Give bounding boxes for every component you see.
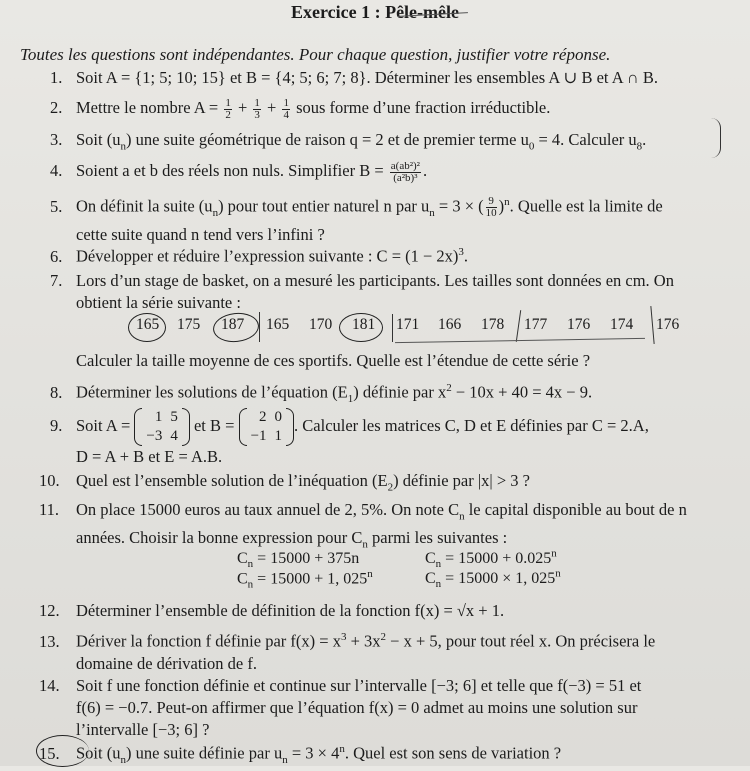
superscript: 3 <box>458 246 464 258</box>
question-text: ) <box>498 196 505 216</box>
handwritten-stroke <box>259 312 260 342</box>
question-text: . Quelle est la limite de <box>509 196 663 216</box>
fraction-half: $\frac{1}{2}$ <box>225 96 231 121</box>
subscript: 2 <box>387 481 394 494</box>
question-text: On place 15000 euros au taux annuel de 2, 5%. On note C <box>76 500 460 519</box>
question-text: Mettre le nombre A = <box>76 98 223 117</box>
question-13 <box>39 626 735 675</box>
subscript: 1 <box>347 392 354 405</box>
fraction-quarter: $\frac{1}{4}$ <box>283 96 289 121</box>
question-text-line2: f(6) = −0.7. Peut-on affirmer que l’équation f(x) = 0 admet au moins une solution sur <box>76 698 638 717</box>
question-number: 5. <box>50 196 63 216</box>
series-value: 170 <box>309 316 333 333</box>
question-text-line3: l’intervalle [−3; 6] ? <box>76 720 210 739</box>
question-7 <box>50 270 735 314</box>
question-text: Déterminer les solutions de l’équation (E <box>76 382 348 402</box>
choice-option[interactable]: $C_n = 15000 + 1$, 025$^n$ <box>237 568 373 591</box>
superscript: 3 <box>340 631 347 643</box>
question-text: et B = <box>189 415 239 435</box>
question-number: 7. <box>50 271 63 290</box>
subscript: 8 <box>636 140 643 153</box>
question-text: = 3 × ( <box>434 196 484 216</box>
matrix-b: 2 0 −1 1 <box>239 408 294 446</box>
question-text-line2: parmi les suivantes : <box>367 528 508 548</box>
question-number: 4. <box>50 161 63 180</box>
handwritten-bracket <box>708 118 721 158</box>
question-text: . Calculer les matrices C, D et E définies par C = 2.A, <box>294 415 649 435</box>
handwritten-underline <box>395 338 645 343</box>
series-value: 178 <box>481 316 505 333</box>
superscript: n <box>504 196 510 208</box>
question-12 <box>39 600 735 622</box>
question-text: ) définie par x <box>353 382 447 402</box>
question-number: 11. <box>39 500 60 519</box>
choice-option[interactable]: $C_n = 15000 \times 1$, 025$^n$ <box>425 568 561 591</box>
fraction-third: $\frac{1}{3}$ <box>254 96 260 121</box>
question-text: . <box>463 246 469 266</box>
series-value: 187 <box>221 316 245 333</box>
question-1 <box>50 67 735 89</box>
question-text: Développer et réduire l’expression suivante : C = (1 − 2x) <box>76 246 459 266</box>
question-text: ) pour tout entier naturel n par u <box>218 196 430 216</box>
superscript: n <box>339 743 345 755</box>
subscript: 0 <box>528 140 535 153</box>
question-text-line2: domaine de dérivation de f. <box>76 653 257 673</box>
question-text: Soit A = {1; 5; 10; 15} et B = {4; 5; 6; 7; 8}. Déterminer les ensembles A ∪ B et A ∩ B. <box>76 68 659 87</box>
series-value: 177 <box>524 316 548 333</box>
question-number: 9. <box>50 415 63 435</box>
subscript: n <box>429 206 435 219</box>
subscript: n <box>120 140 126 153</box>
handwritten-circle <box>339 313 383 342</box>
fraction-expression: $\frac{\text{a(ab²)²}}{\text{(a²b)³}}$ <box>390 159 420 184</box>
series-value: 165 <box>266 316 290 333</box>
question-text: + 3x <box>346 631 381 651</box>
question-number: 13. <box>39 631 60 651</box>
question-text: le capital disponible au bout de n <box>464 500 687 519</box>
question-text: . Quel est son sens de variation ? <box>344 743 562 763</box>
question-number: 12. <box>39 601 60 620</box>
question-number: 8. <box>50 382 63 402</box>
question-text: Soit A = <box>76 415 135 435</box>
question-text: Dériver la fonction f définie par f(x) = x <box>76 631 341 651</box>
question-5 <box>50 191 735 246</box>
question-text: = 3 × 4 <box>287 743 340 763</box>
question-text-line2: D = A + B et E = A.B. <box>76 447 223 466</box>
subscript: n <box>362 538 368 551</box>
subscript: n <box>459 510 465 523</box>
question-text-line2: années. Choisir la bonne expression pour C <box>76 528 363 548</box>
question-text: ) une suite géométrique de raison q = 2 et de premier terme u <box>125 130 529 149</box>
question-7-followup <box>50 350 735 372</box>
superscript: 2 <box>380 631 387 643</box>
question-number: 6. <box>50 246 63 266</box>
subscript: n <box>120 753 126 766</box>
question-8 <box>50 377 735 410</box>
superscript: 2 <box>446 382 452 394</box>
question-text-line2: cette suite quand n tend vers l’infini ? <box>76 224 325 244</box>
question-text-end: sous forme d’une fraction irréductible. <box>291 98 551 117</box>
choice-option[interactable]: $C_n = 15000 + 0.025^n$ <box>425 548 557 571</box>
question-text: . <box>422 161 428 180</box>
question-2: 2. Mettre le nombre A = $\frac{1}{2}$ + $\frac{1}{3}$ + $\frac{1}{4}$ sous forme d’une fraction irréductible. <box>50 96 551 121</box>
exercise-title: Exercice 1 : Pêle-mêle <box>290 2 460 22</box>
question-3 <box>50 129 735 157</box>
question-text: − 10x + 40 = 4x − 9. <box>451 382 593 402</box>
series-value: 176 <box>656 316 680 333</box>
handwritten-stroke <box>516 310 521 342</box>
question-10 <box>39 470 735 498</box>
question-text: Soit (u <box>76 130 121 149</box>
question-text: ) une suite définie par u <box>125 743 283 763</box>
series-value: 166 <box>438 316 462 333</box>
question-text: ) définie par |x| > 3 ? <box>393 471 530 490</box>
series-value: 175 <box>177 316 201 333</box>
question-text: . <box>642 130 647 149</box>
question-number: 10. <box>39 471 60 490</box>
series-value: 174 <box>610 316 634 333</box>
choice-row-2 <box>237 568 561 591</box>
matrix-a: 1 5 −3 4 <box>134 408 189 446</box>
question-number: 3. <box>50 130 63 149</box>
handwritten-circle <box>36 735 89 767</box>
question-text: Quel est l’ensemble solution de l’inéquation (E <box>76 471 388 490</box>
subscript: n <box>212 206 219 219</box>
question-number: 15. <box>39 743 60 763</box>
question-text: Soit f une fonction définie et continue sur l’intervalle [−3; 6] et telle que f(−3) = 51 et <box>76 676 642 695</box>
question-text-line2: obtient la série suivante : <box>76 293 241 312</box>
series-value: 181 <box>352 316 376 333</box>
question-text: Déterminer l’ensemble de définition de la fonction f(x) = √x + 1. <box>76 601 505 620</box>
question-text: − x + 5, pour tout réel x. On précisera le <box>386 631 656 651</box>
question-text: Soient a et b des réels non nuls. Simplifier B = <box>76 161 388 180</box>
handwritten-circle <box>212 311 261 345</box>
question-9 <box>50 408 735 468</box>
series-value: 176 <box>567 316 591 333</box>
handwritten-circle <box>128 313 166 342</box>
question-text: Soit (u <box>76 743 121 763</box>
handwritten-stroke <box>392 314 393 342</box>
question-6 <box>50 241 735 268</box>
intro-text: Toutes les questions sont indépendantes. Pour chaque question, justifier votre réponse. <box>20 45 611 64</box>
question-text: = 4. Calculer u <box>534 130 637 149</box>
question-14 <box>39 675 735 741</box>
question-text-line3: Calculer la taille moyenne de ces sportifs. Quelle est l’étendue de cette série ? <box>76 351 591 370</box>
question-text: Lors d’un stage de basket, on a mesuré les participants. Les tailles sont données en cm. On <box>76 271 674 290</box>
question-4 <box>50 160 735 184</box>
subscript: n <box>282 753 288 766</box>
question-number: 1. <box>50 68 63 87</box>
question-number: 14. <box>39 676 60 695</box>
question-number: 2. <box>50 98 63 117</box>
series-value: 171 <box>396 316 420 333</box>
choice-option[interactable]: $C_n = 15000 + 375n$ <box>237 550 360 571</box>
question-text: On définit la suite (u <box>76 196 213 216</box>
series-value: 165 <box>136 316 160 333</box>
fraction-nine-tenths: $\frac{9}{10}$ <box>485 195 497 220</box>
